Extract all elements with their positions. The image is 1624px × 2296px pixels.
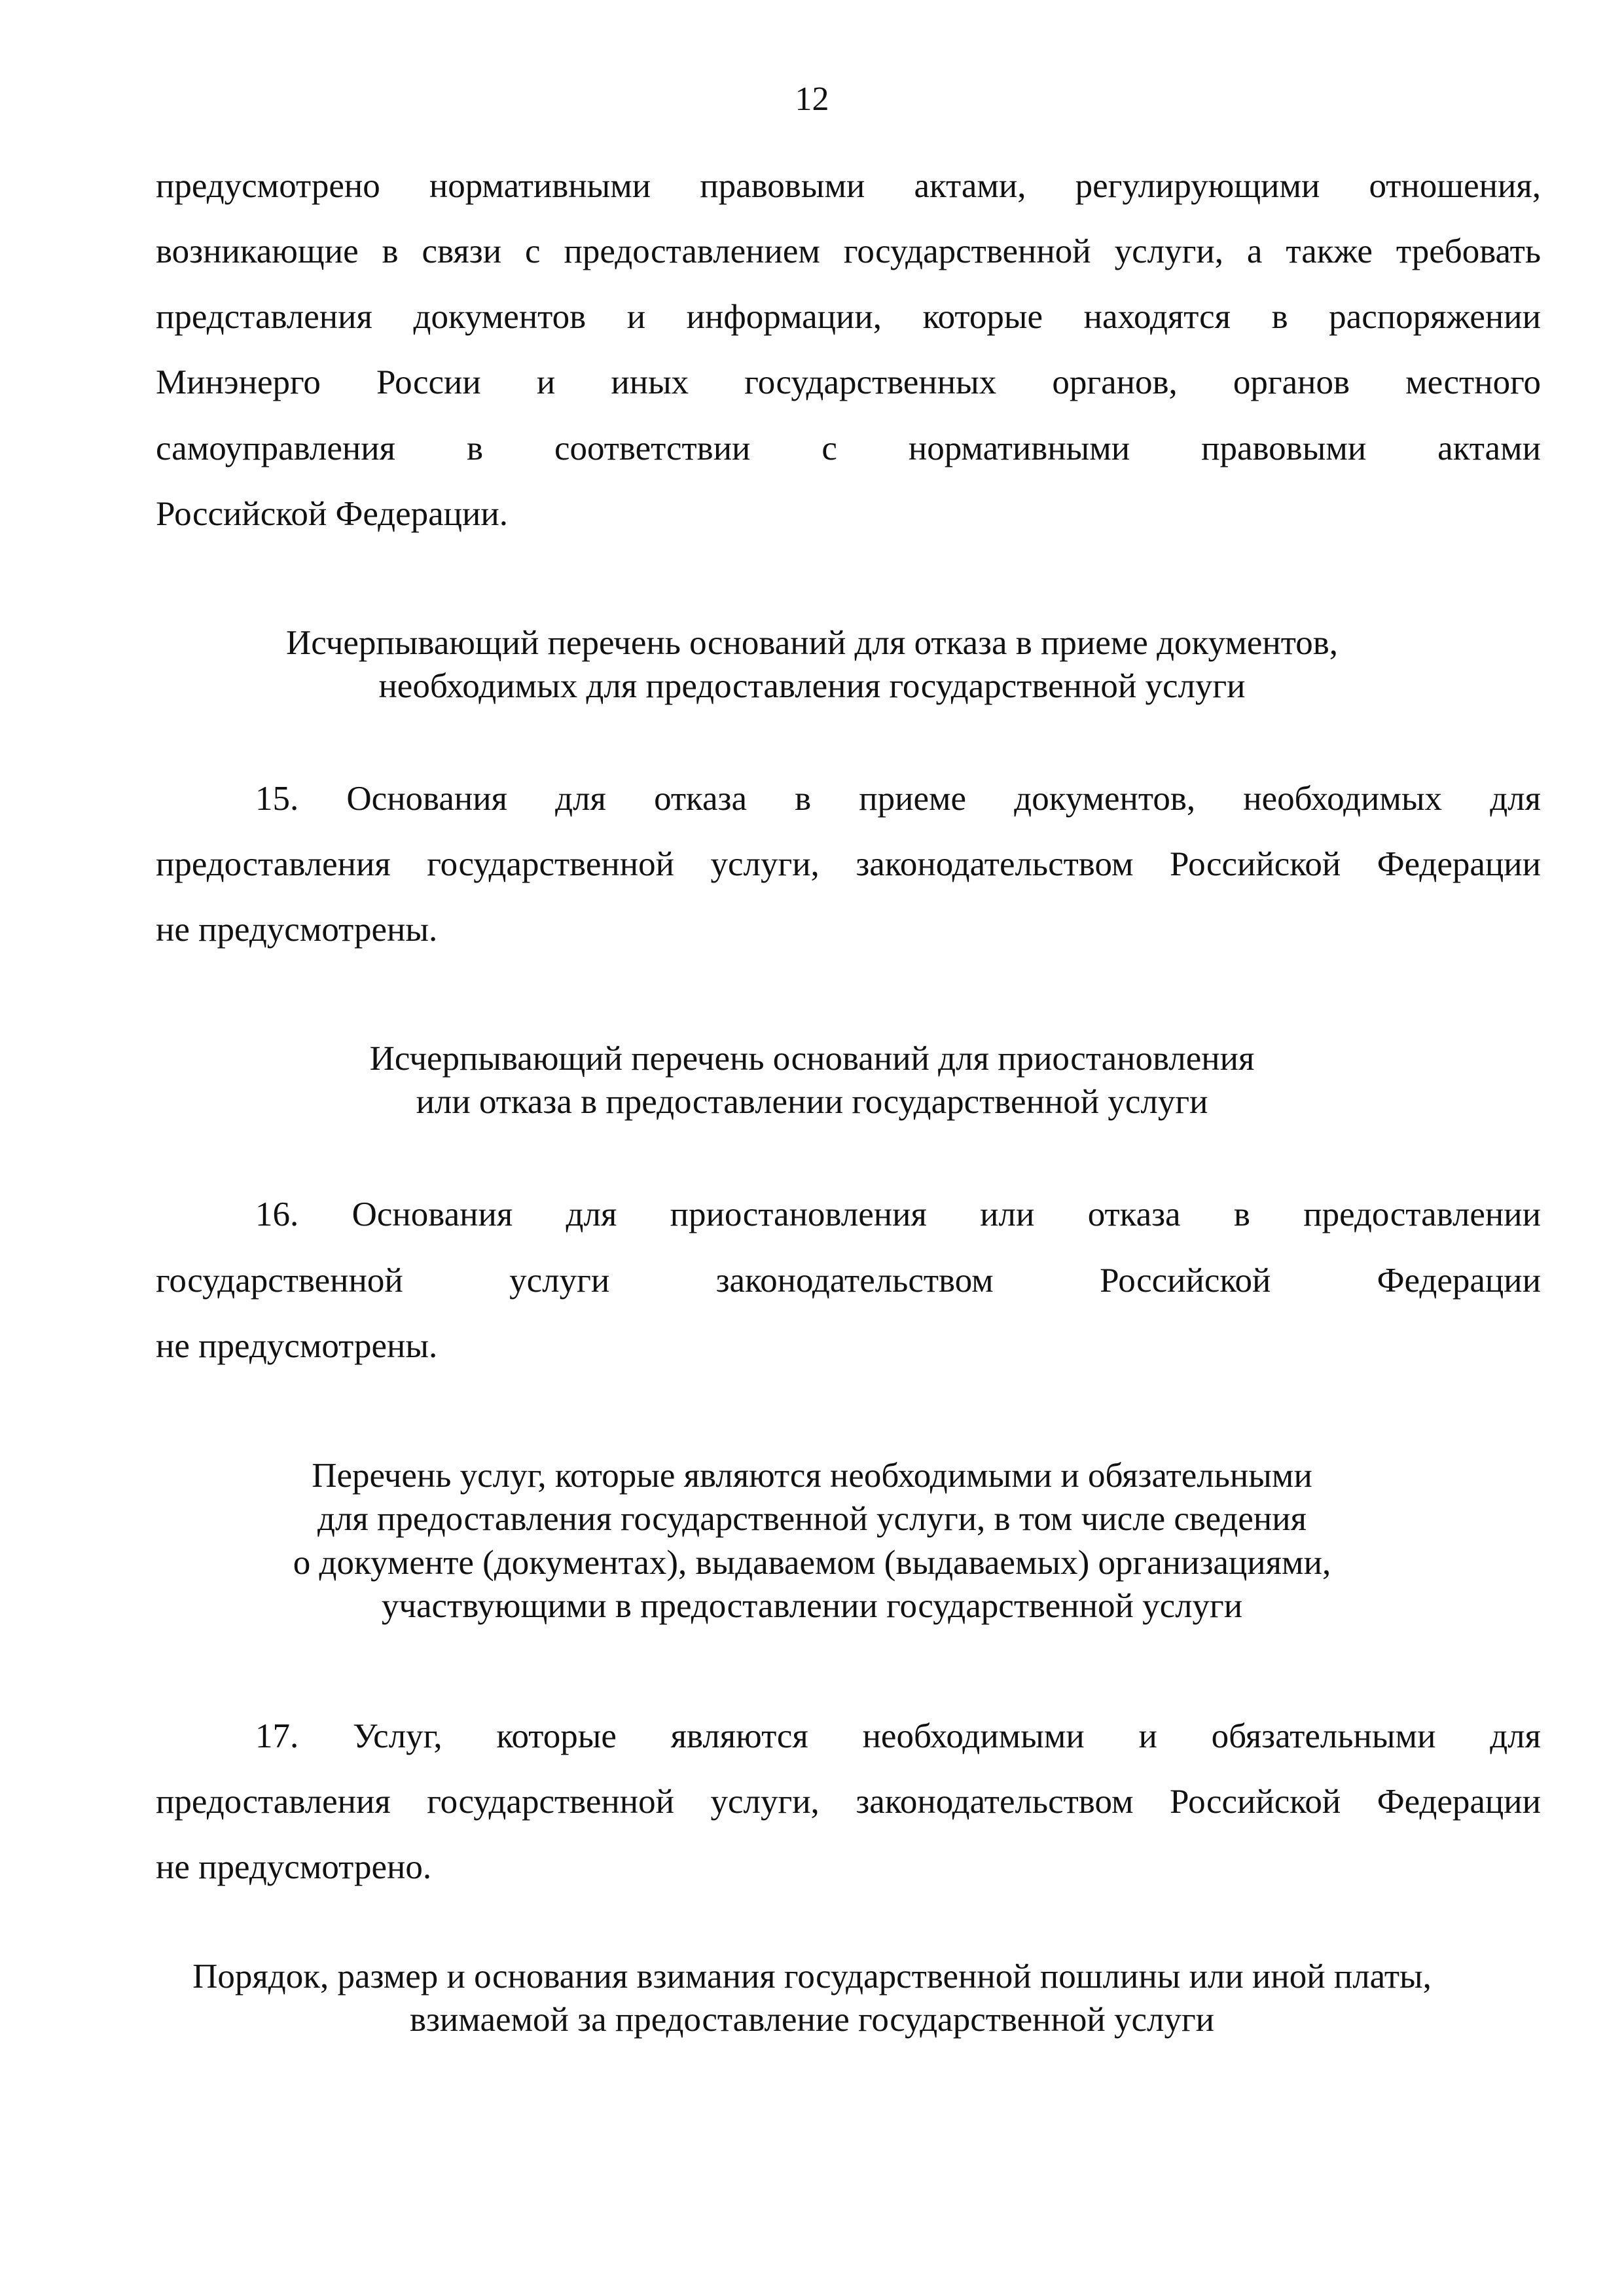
paragraph-line: самоуправления в соответствии с нормативными правовыми актами <box>156 429 1541 467</box>
heading-line: Исчерпывающий перечень оснований для отказа в приеме документов, <box>285 624 1339 662</box>
paragraph-line: не предусмотрены. <box>156 1327 438 1365</box>
paragraph-line: 15. Основания для отказа в приеме документов, необходимых для <box>255 780 1541 818</box>
paragraph-line: не предусмотрено. <box>156 1848 432 1886</box>
paragraph-line: предусмотрено нормативными правовыми актами, регулирующими отношения, <box>156 167 1541 205</box>
heading-line: необходимых для предоставления государственной услуги <box>378 667 1246 705</box>
paragraph-line: Минэнерго России и иных государственных органов, органов местного <box>156 363 1541 401</box>
paragraph-line: государственной услуги законодательством Российской Федерации <box>156 1262 1541 1300</box>
paragraph-line: предоставления государственной услуги, законодательством Российской Федерации <box>156 1783 1541 1821</box>
paragraph-line: 17. Услуг, которые являются необходимыми и обязательными для <box>255 1717 1541 1755</box>
paragraph-line: 16. Основания для приостановления или отказа в предоставлении <box>255 1195 1541 1233</box>
heading-line: о документе (документах), выдаваемом (выдаваемых) организациями, <box>293 1544 1331 1582</box>
heading-line: или отказа в предоставлении государственной услуги <box>416 1083 1208 1121</box>
paragraph-line: предоставления государственной услуги, законодательством Российской Федерации <box>156 845 1541 883</box>
paragraph-line: не предусмотрены. <box>156 911 438 949</box>
heading-line: для предоставления государственной услуги, в том числе сведения <box>317 1500 1307 1538</box>
paragraph-line: представления документов и информации, которые находятся в распоряжении <box>156 298 1541 336</box>
heading-line: Перечень услуг, которые являются необходимыми и обязательными <box>312 1457 1312 1495</box>
paragraph-line: Российской Федерации. <box>156 495 508 533</box>
page-number: 12 <box>795 81 829 118</box>
heading-line: Исчерпывающий перечень оснований для приостановления <box>369 1040 1255 1078</box>
heading-line: участвующими в предоставлении государственной услуги <box>381 1587 1243 1625</box>
paragraph-line: возникающие в связи с предоставлением государственной услуги, а также требовать <box>156 232 1541 270</box>
heading-line: Порядок, размер и основания взимания государственной пошлины или иной платы, <box>192 1958 1432 1995</box>
heading-line: взимаемой за предоставление государственной услуги <box>409 2001 1215 2039</box>
